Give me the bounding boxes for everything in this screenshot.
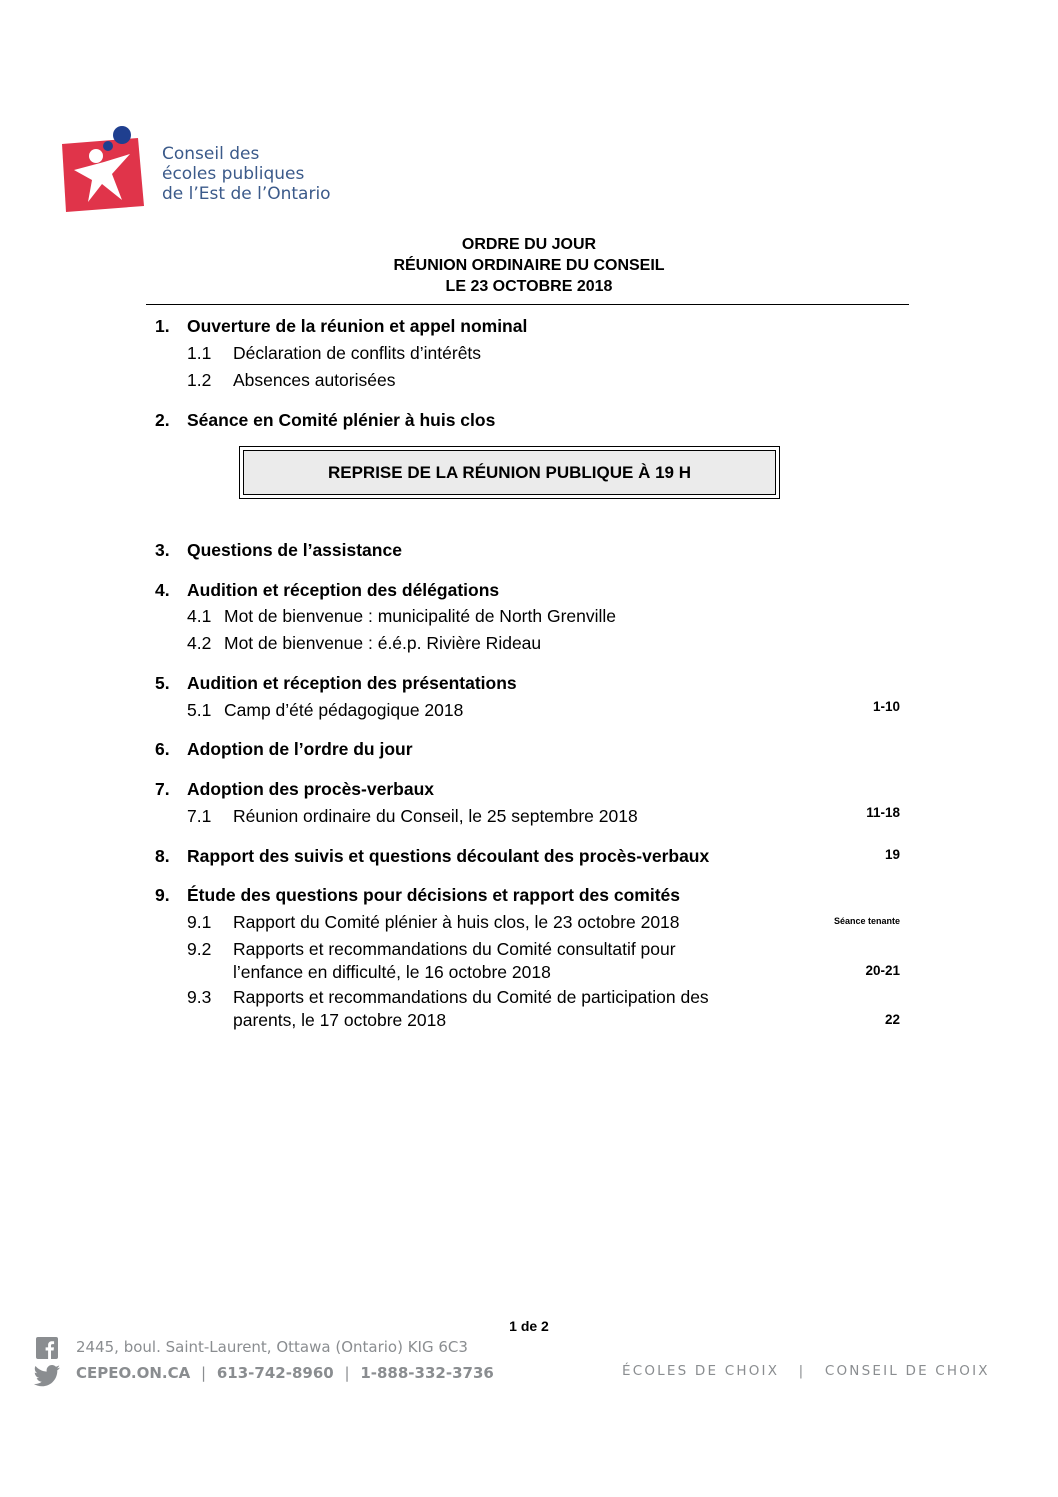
subitem-text: Rapports et recommandations du Comité de participation des [233,987,709,1007]
subitem-number: 1.2 [187,370,212,390]
page-number: 1 de 2 [509,1318,549,1334]
facebook-icon[interactable] [36,1337,58,1364]
header-date: LE 23 OCTOBRE 2018 [445,278,613,295]
subitem-text: Réunion ordinaire du Conseil, le 25 septembre 2018 [233,806,638,826]
subitem-number: 1.1 [187,343,212,363]
subitem-number: 9.1 [187,912,212,932]
agenda-item-number: 4. [155,580,170,600]
agenda-item-number: 7. [155,779,170,799]
phone-toll-free[interactable]: 1-888-332-3736 [360,1364,494,1382]
page-reference: 19 [884,847,900,862]
agenda-item-title: Rapport des suivis et questions découlant des procès-verbaux [187,846,710,866]
subitem-number: 5.1 [187,700,212,720]
logo-line-1: Conseil des [162,144,260,164]
logo-line-3: de l’Est de l’Ontario [162,184,331,204]
website-link[interactable]: CEPEO.ON.CA [76,1364,191,1382]
subitem-text: Absences autorisées [233,370,396,390]
subitem-number: 9.3 [187,987,212,1007]
reprise-box [239,446,780,499]
subitem-text: Camp d’été pédagogique 2018 [224,700,464,720]
subitem-text-continued: l’enfance en difficulté, le 16 octobre 2018 [233,962,551,982]
logo-line-2: écoles publiques [162,164,305,184]
agenda-item-number: 2. [155,410,170,430]
agenda-item-number: 3. [155,540,170,560]
agenda-item-number: 5. [155,673,170,693]
agenda-item-title: Adoption des procès-verbaux [187,779,434,799]
subitem-text: Mot de bienvenue : municipalité de North Grenville [224,606,617,626]
footer-address: 2445, boul. Saint-Laurent, Ottawa (Ontario) KIG 6C3 [76,1338,468,1356]
separator: | [201,1364,207,1382]
agenda-item-number: 9. [155,885,170,905]
subitem-number: 9.2 [187,939,212,959]
subitem-text: Rapports et recommandations du Comité consultatif pour [233,939,676,959]
agenda-item-title: Audition et réception des délégations [187,580,500,600]
page-reference: 20-21 [865,963,900,978]
page-reference: 22 [884,1012,900,1027]
subitem-number: 4.1 [187,606,212,626]
subitem-number: 7.1 [187,806,212,826]
twitter-icon[interactable] [33,1365,61,1392]
subitem-text-continued: parents, le 17 octobre 2018 [233,1010,447,1030]
agenda-item-number: 8. [155,846,170,866]
separator: | [344,1364,350,1382]
document-header [0,234,1058,297]
subitem-text: Mot de bienvenue : é.é.p. Rivière Rideau [224,633,542,653]
agenda-item-title: Séance en Comité plénier à huis clos [187,410,496,430]
reprise-label: REPRISE DE LA RÉUNION PUBLIQUE À 19 H [243,450,776,495]
logo-text [162,144,331,204]
logo [60,124,360,216]
footer-contact [76,1364,494,1382]
page-reference: 1-10 [872,699,900,714]
agenda-item-title: Adoption de l’ordre du jour [187,739,413,759]
agenda-item-title: Questions de l’assistance [187,540,402,560]
agenda-item-title: Audition et réception des présentations [187,673,517,693]
agenda-item-title: Étude des questions pour décisions et rapport des comités [187,885,681,905]
cepeo-logo-mark [60,124,160,216]
header-meeting-type: RÉUNION ORDINAIRE DU CONSEIL [393,257,665,274]
subitem-text: Rapport du Comité plénier à huis clos, le 23 octobre 2018 [233,912,680,932]
subitem-text: Déclaration de conflits d’intérêts [233,343,482,363]
header-title: ORDRE DU JOUR [461,236,597,253]
page-reference: Séance tenante [833,916,900,926]
agenda-item-number: 6. [155,739,170,759]
header-divider [146,304,909,305]
footer-slogan: ÉCOLES DE CHOIX | CONSEIL DE CHOIX [622,1363,990,1379]
page-reference: 11-18 [866,805,900,820]
agenda-item-title: Ouverture de la réunion et appel nominal [187,316,528,336]
subitem-number: 4.2 [187,633,212,653]
agenda-item-number: 1. [155,316,170,336]
phone-local[interactable]: 613-742-8960 [216,1364,334,1382]
